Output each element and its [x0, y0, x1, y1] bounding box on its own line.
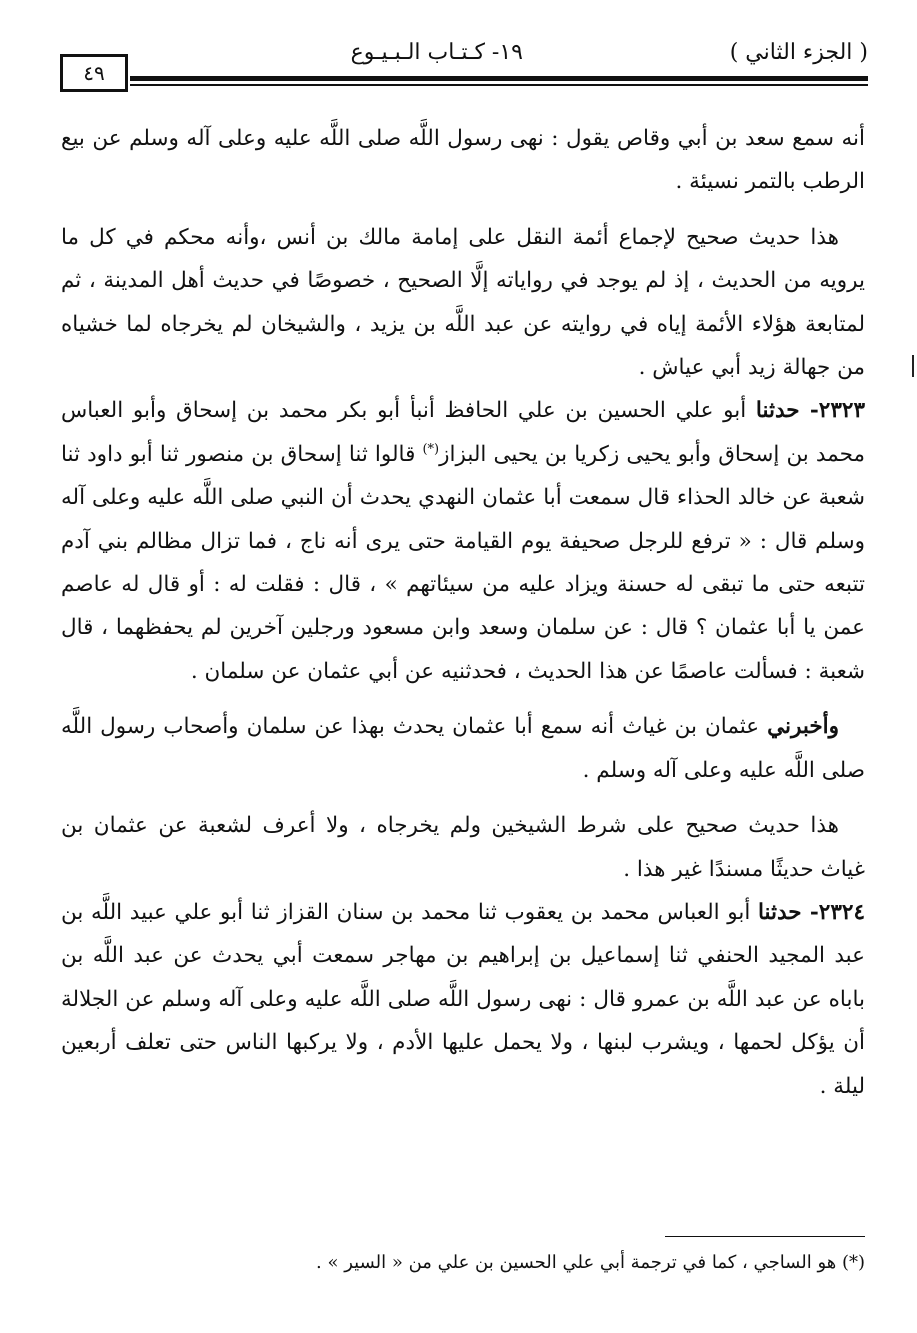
volume-label: ( الجزء الثاني )	[729, 40, 868, 65]
paragraph-text: أبو علي الحسين بن علي الحافظ أنبأ أبو بكر محمد بن إسحاق وأبو العباس محمد بن إسحاق وأبو يحيى زكريا بن يحيى البزاز	[61, 398, 865, 467]
hadith-2323	[61, 389, 865, 693]
chapter-title: ١٩- كـتـاب الـبـيـوع	[350, 40, 523, 65]
paragraph-akhbarani	[61, 705, 865, 792]
paragraph-text: أنه سمع سعد بن أبي وقاص يقول : نهى رسول اللَّه صلى اللَّه عليه وعلى آله وسلم عن بيع الرطب بالتمر نسيئة .	[61, 126, 865, 195]
page-number: ٤٩	[60, 54, 128, 92]
paragraph-text: هذا حديث صحيح على شرط الشيخين ولم يخرجاه ، ولا أعرف لشعبة عن عثمان بن غياث حديثًا مسندًا غير هذا .	[61, 813, 865, 882]
paragraph-text: قالوا ثنا إسحاق بن منصور ثنا أبو داود ثنا شعبة عن خالد الحذاء قال سمعت أبا عثمان النهدي يحدث أن النبي صلى اللَّه عليه وعلى آله وسلم قال : « ترفع للرجل صحيفة يوم القيامة حتى يرى أنه ناج ، فما تزال مظالم بني آدم تتبعه حتى ما تبقى له حسنة ويزاد عليه من سيئاتهم » ، قال : فقلت له : أو قال له عاصم عمن يا أبا عثمان ؟ قال : عن سلمان وسعد وابن مسعود ورجلين آخرين لم يحفظهما ، قال شعبة : فسألت عاصمًا عن هذا الحديث ، فحدثنيه عن أبي عثمان عن سلمان .	[61, 441, 865, 684]
paragraph-continuation	[61, 117, 865, 204]
paragraph-commentary	[61, 804, 865, 891]
footnote	[61, 1248, 865, 1278]
paragraph-text: عثمان بن غياث أنه سمع أبا عثمان يحدث بهذا عن سلمان وأصحاب رسول اللَّه صلى اللَّه عليه وعلى آله وسلم .	[61, 714, 865, 783]
paragraph-text: أبو العباس محمد بن يعقوب ثنا محمد بن سنان القزاز ثنا أبو علي عبيد اللَّه بن عبد المجيد الحنفي ثنا إسماعيل بن إبراهيم بن مهاجر سمعت أبي يحدث عن عبد اللَّه بن باباه عن عبد اللَّه بن عمرو قال : نهى رسول اللَّه صلى اللَّه عليه وعلى آله وسلم عن الجلالة أن يؤكل لحمها ، ويشرب لبنها ، ولا يحمل عليها الأدم ، ولا يركبها الناس حتى تعلف أربعين ليلة .	[61, 899, 865, 1099]
footnote-divider	[665, 1236, 865, 1237]
footnote-text: هو الساجي ، كما في ترجمة أبي علي الحسين بن علي من « السير » .	[316, 1252, 842, 1273]
paragraph-lead: وأخبرني	[767, 714, 839, 740]
page-header	[60, 30, 868, 94]
footnote-reference: (*)	[422, 441, 440, 457]
hadith-number-lead: ٢٣٢٤- حدثنا	[757, 899, 865, 925]
paragraph-text: هذا حديث صحيح لإجماع أئمة النقل على إمامة مالك بن أنس ،وأنه محكم في كل ما يرويه من الحديث ، إذ لم يوجد في رواياته إلَّا الصحيح ، خصوصًا في حديث أهل المدينة ، ثم لمتابعة هؤلاء الأئمة إياه في روايته عن عبد اللَّه بن يزيد ، والشيخان لم يخرجاه لما خشياه من جهالة زيد أبي عياش .	[61, 224, 865, 381]
header-rule-thin	[130, 84, 868, 86]
footnote-marker: (*)	[841, 1252, 865, 1273]
main-text	[61, 117, 865, 1108]
scan-edge-mark	[912, 355, 914, 377]
hadith-number-lead: ٢٣٢٣- حدثنا	[755, 398, 865, 424]
paragraph-commentary	[61, 216, 865, 390]
hadith-2324	[61, 891, 865, 1108]
header-rule-thick	[130, 76, 868, 81]
